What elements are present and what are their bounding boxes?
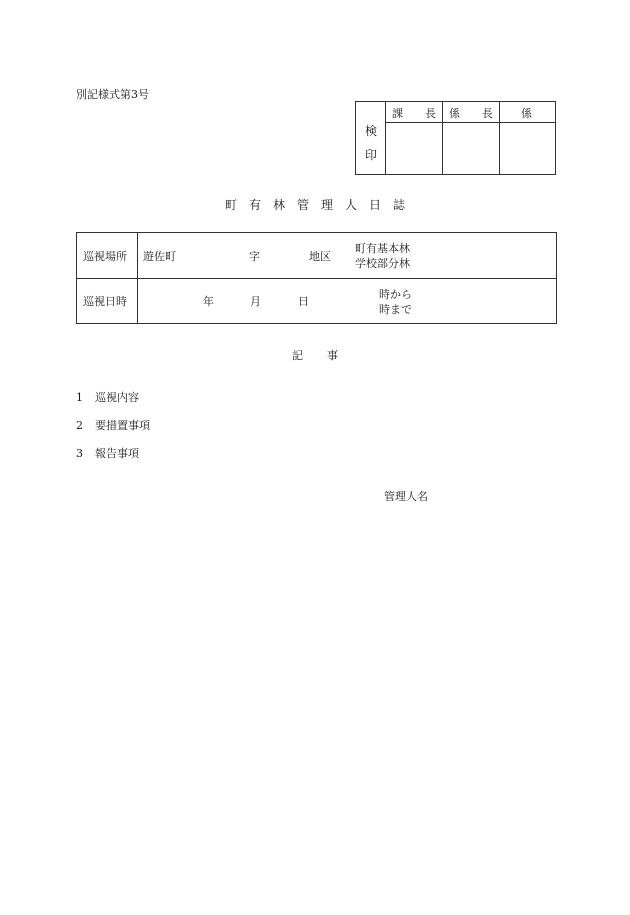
title-char: 人 bbox=[345, 198, 358, 212]
day-label: 日 bbox=[298, 295, 309, 308]
patrol-info-table bbox=[76, 232, 557, 324]
stamp-header-kacho: 課 長 bbox=[392, 107, 436, 120]
patrol-location-label: 巡視場所 bbox=[83, 250, 127, 263]
forest-type-basic[interactable]: 町有基本林 bbox=[355, 242, 410, 255]
year-label: 年 bbox=[203, 295, 214, 308]
approval-stamp-table bbox=[355, 101, 556, 175]
notes-heading-char: 事 bbox=[327, 349, 338, 362]
list-item-number: 1 bbox=[76, 391, 83, 404]
list-item-text: 報告事項 bbox=[95, 447, 139, 460]
title-char: 町 bbox=[224, 198, 237, 212]
stamp-box-kakaricho[interactable] bbox=[443, 123, 499, 175]
aza-label: 字 bbox=[249, 250, 260, 263]
manager-name-label: 管理人名 bbox=[384, 490, 428, 503]
notes-heading bbox=[0, 347, 630, 363]
stamp-header-kakari: 係 bbox=[521, 107, 532, 120]
stamp-side-label-ken: 検 bbox=[365, 124, 378, 138]
stamp-header-kakaricho: 係 長 bbox=[449, 107, 493, 120]
list-item-number: 3 bbox=[76, 447, 83, 460]
time-from-label: 時から bbox=[379, 288, 412, 301]
list-item bbox=[76, 389, 139, 405]
notes-heading-char: 記 bbox=[292, 349, 303, 362]
list-item bbox=[76, 417, 150, 433]
town-name: 遊佐町 bbox=[143, 250, 176, 263]
list-item-number: 2 bbox=[76, 419, 83, 432]
month-label: 月 bbox=[250, 295, 261, 308]
list-item-text: 要措置事項 bbox=[95, 419, 150, 432]
stamp-box-kacho[interactable] bbox=[386, 123, 442, 175]
time-to-label: 時まで bbox=[379, 303, 412, 316]
title-char: 管 bbox=[296, 198, 309, 212]
table-row-divider bbox=[77, 278, 556, 279]
title-char: 有 bbox=[248, 198, 261, 212]
list-item-text: 巡視内容 bbox=[95, 391, 139, 404]
list-item bbox=[76, 445, 139, 461]
stamp-side-label-in: 印 bbox=[365, 148, 378, 162]
title-char: 理 bbox=[321, 198, 334, 212]
title-char: 林 bbox=[272, 198, 285, 212]
form-number-label: 別記様式第3号 bbox=[76, 88, 149, 101]
forest-type-school[interactable]: 学校部分林 bbox=[355, 257, 410, 270]
stamp-box-kakari[interactable] bbox=[500, 123, 556, 175]
title-char: 誌 bbox=[393, 198, 406, 212]
title-char: 日 bbox=[369, 198, 382, 212]
patrol-datetime-label: 巡視日時 bbox=[83, 295, 127, 308]
district-label: 地区 bbox=[309, 250, 331, 263]
page-title bbox=[0, 196, 630, 213]
